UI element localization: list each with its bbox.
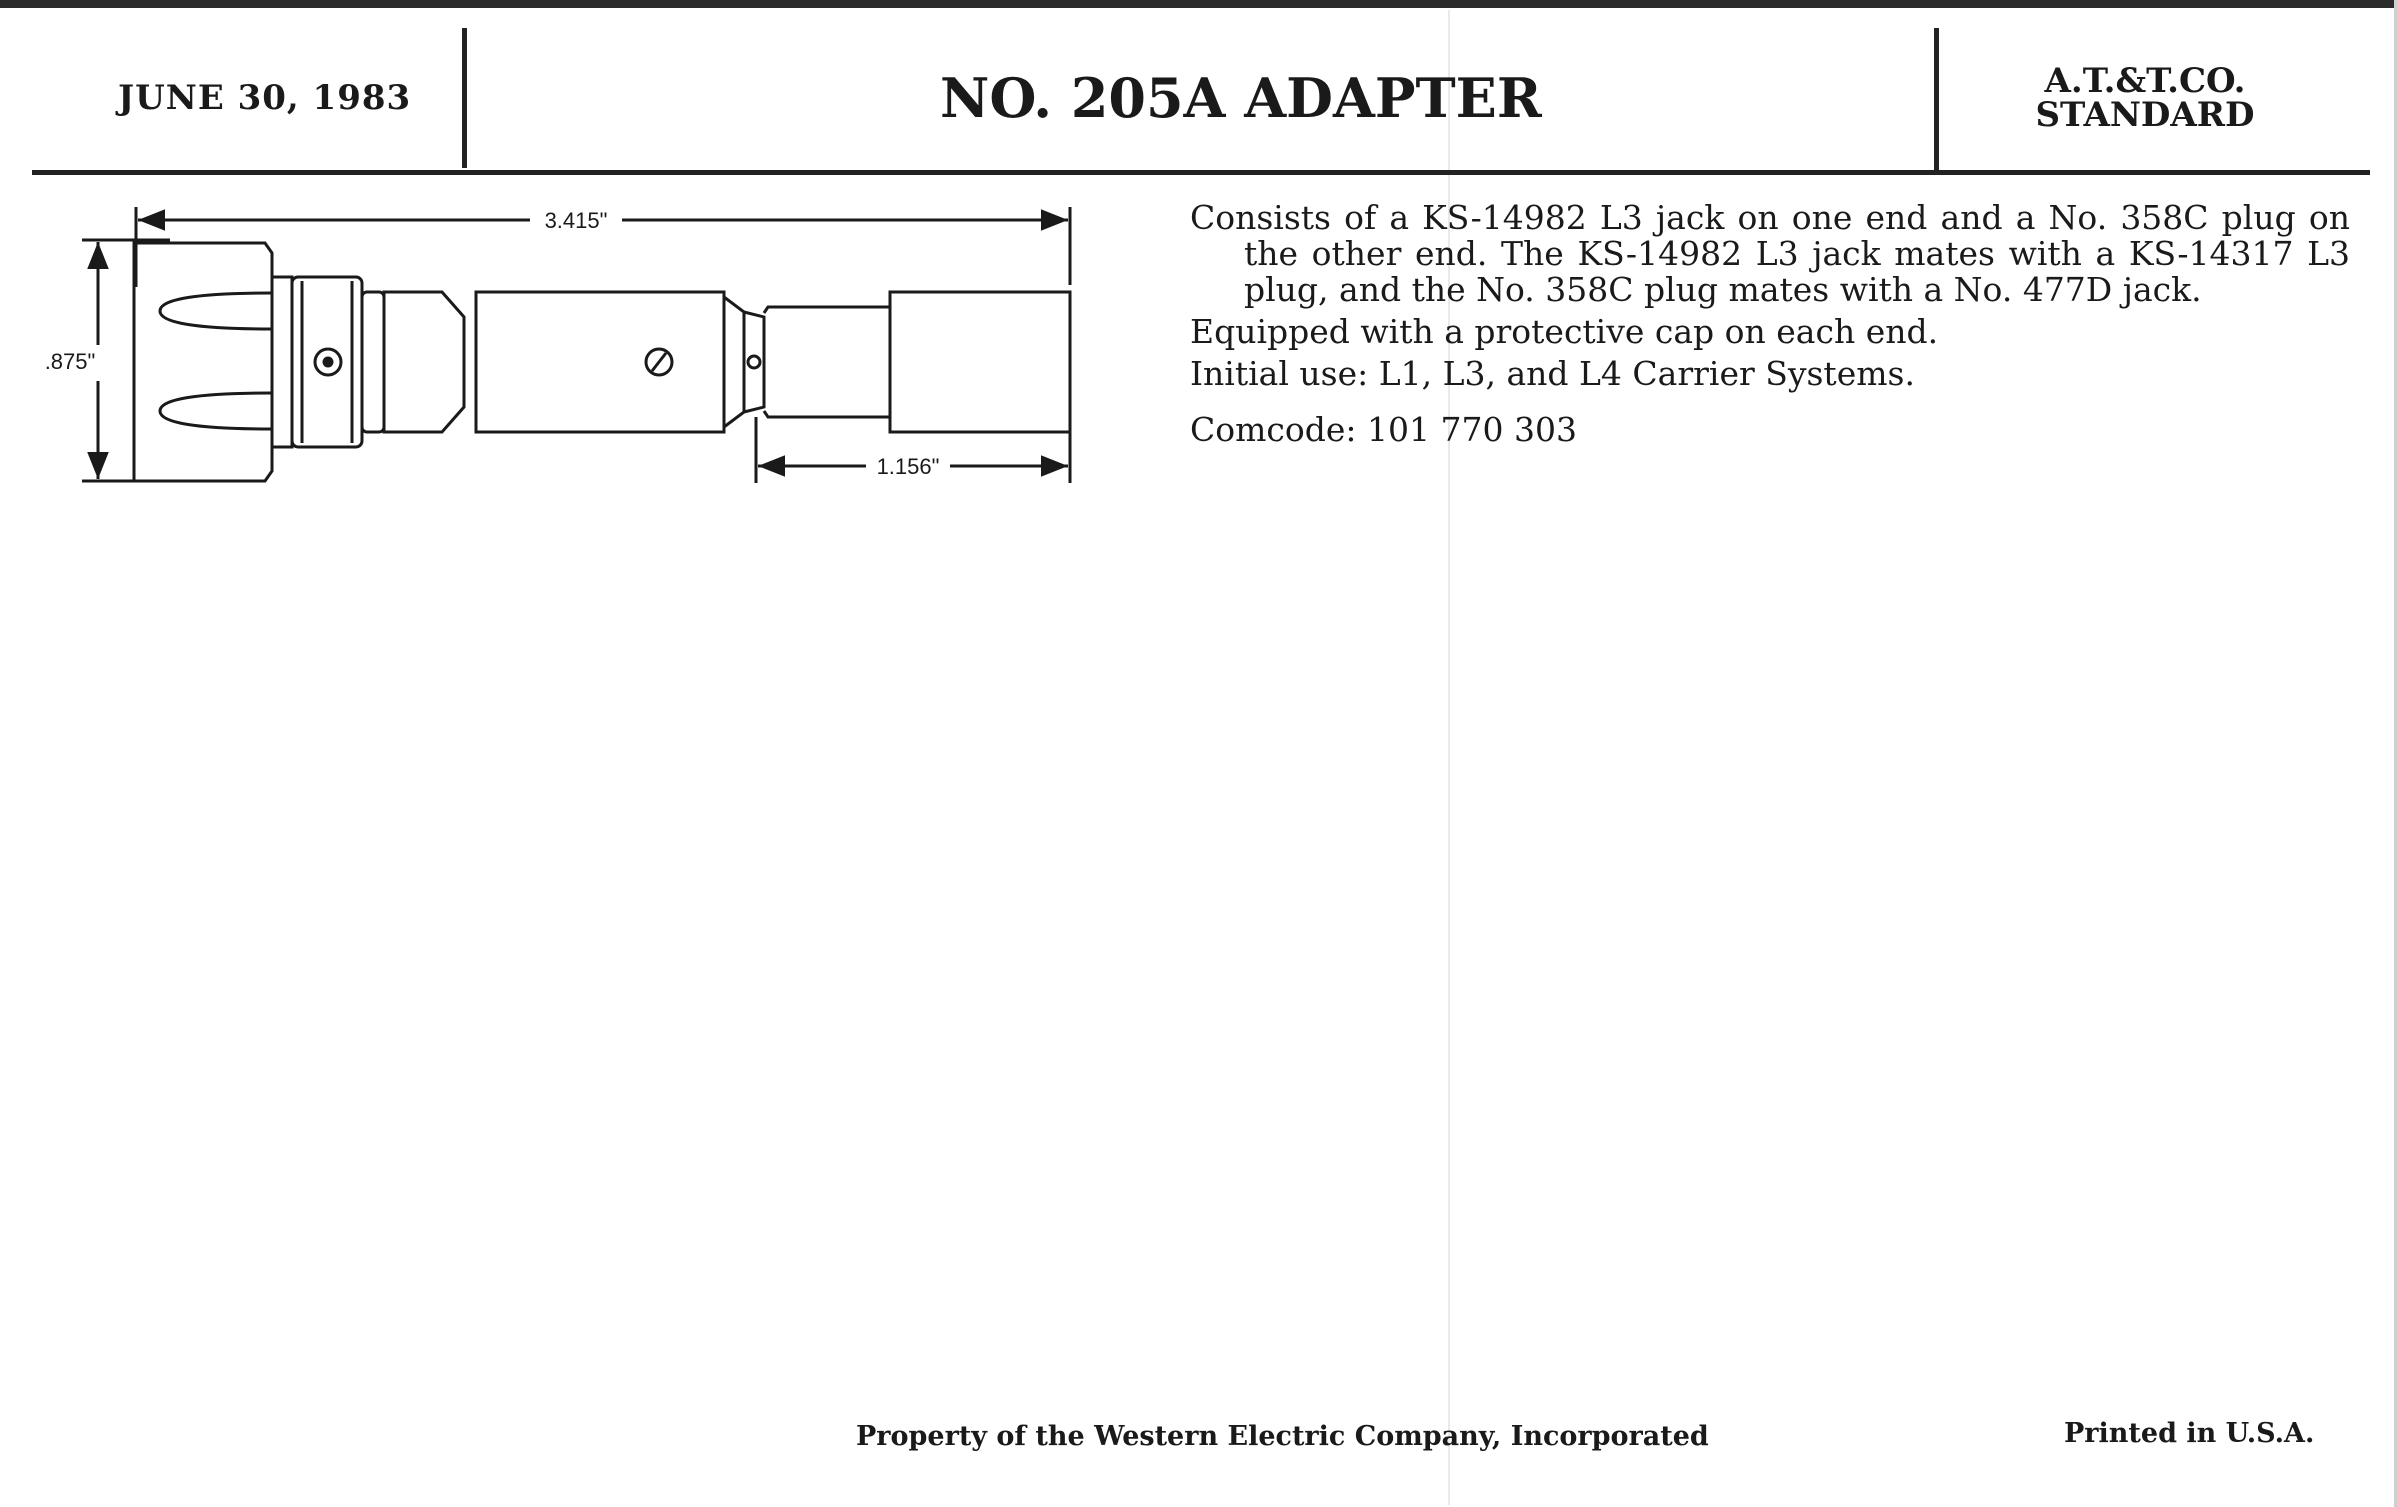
plug-sleeve [764,307,890,417]
property-notice: Property of the Western Electric Company, Incorporated [856,1421,1709,1452]
description-paragraph-2: Equipped with a protective cap on each end. [1190,312,1939,351]
adapter-drawing [44,195,1100,535]
scan-top-edge [0,0,2397,8]
standard-line-2: STANDARD [2035,95,2255,135]
plug-length-label: 1.156" [876,454,940,479]
jack-ring [362,292,384,432]
header-divider-left [462,28,467,168]
collar-ring [272,277,292,447]
cap-slot-bottom [160,393,272,429]
description-paragraph-3: Initial use: L1, L3, and L4 Carrier Systems. [1190,354,1915,393]
body-screw-slot [652,353,666,371]
overall-length-label: 3.415" [544,208,608,233]
jack-taper [384,292,464,432]
header-divider-right [1934,28,1939,170]
body-taper [724,292,744,432]
page-title: NO. 205A ADAPTER [940,66,1542,130]
issue-date: JUNE 30, 1983 [118,78,412,118]
standard-label [2020,61,2270,135]
header-rule [32,170,2370,175]
adapter-body [476,292,724,432]
printed-notice: Printed in U.S.A. [2064,1418,2315,1449]
description [1190,200,2350,454]
comcode: Comcode: 101 770 303 [1190,410,1577,449]
description-paragraph-1: Consists of a KS-14982 L3 jack on one end and a No. 358C plug on the other end. The KS-14982 L3 jack mates with a KS-14317 L3 plug, and the No. 358C plug mates with a No. 477D jack. [1190,198,2350,309]
set-screw-center [324,358,332,366]
standard-line-1: A.T.&T.CO. [2044,61,2246,101]
diameter-label: .875" [44,349,96,374]
plug-cap [890,292,1070,432]
cap-slot-top [160,293,272,329]
jack-cap [134,243,272,481]
plug-hole [748,356,760,368]
